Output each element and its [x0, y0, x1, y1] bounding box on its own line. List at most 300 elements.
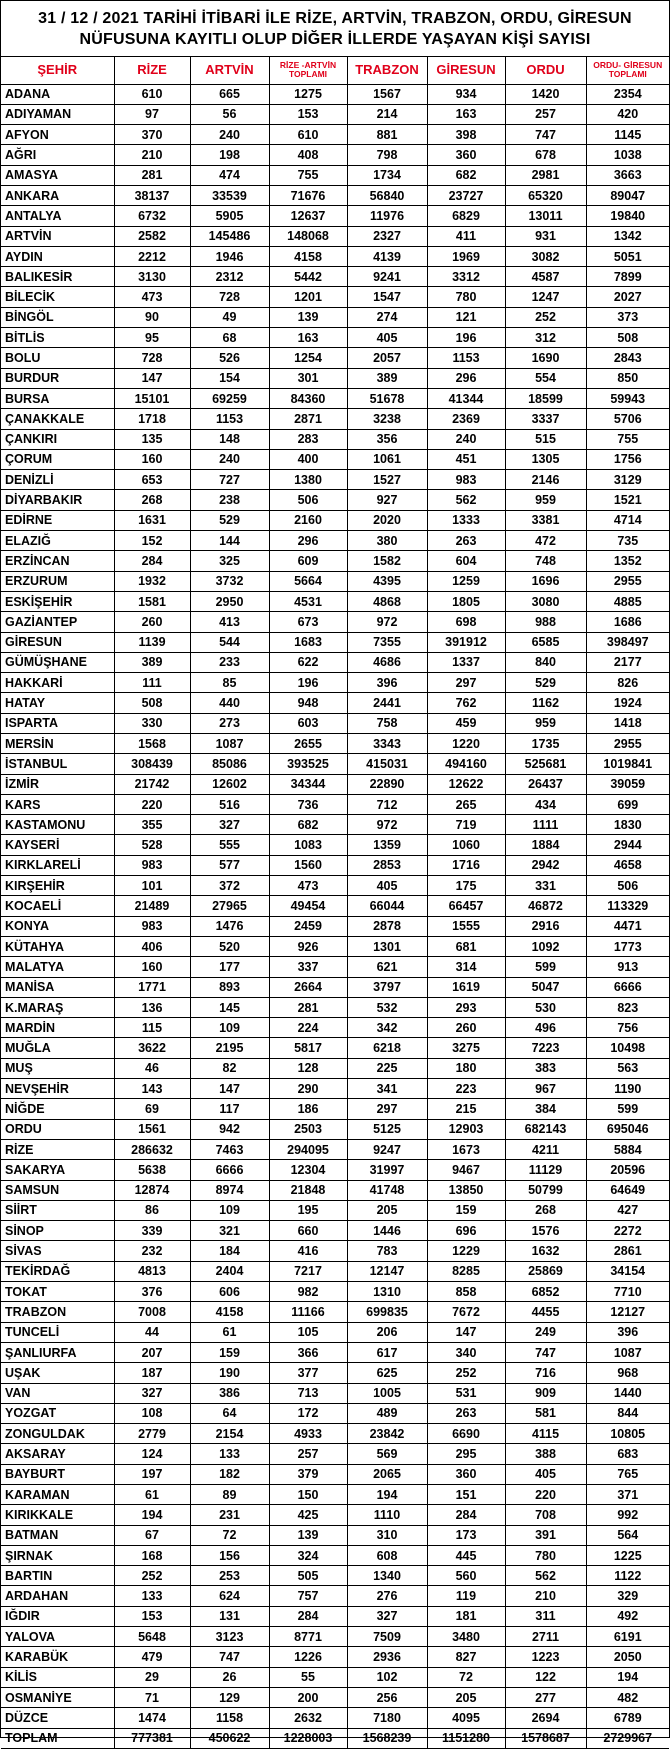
cell-artvin: 145486: [190, 226, 269, 246]
cell-artvin: 413: [190, 612, 269, 632]
cell-ordu: 4211: [505, 1139, 586, 1159]
table-row: [1, 734, 669, 754]
cell-rize-artvin-total: 71676: [269, 185, 347, 205]
table-row: [1, 1058, 669, 1078]
cell-ordu-giresun-total: 1225: [586, 1545, 669, 1565]
page-title: [1, 1, 669, 57]
table-row: [1, 104, 669, 124]
cell-artvin: 69259: [190, 388, 269, 408]
cell-rize: 111: [114, 673, 190, 693]
cell-rize-artvin-total: 1201: [269, 287, 347, 307]
cell-ordu: 496: [505, 1018, 586, 1038]
cell-ordu: 26437: [505, 774, 586, 794]
cell-trabzon: 532: [347, 997, 427, 1017]
table-row: [1, 916, 669, 936]
cell-trabzon: 415031: [347, 754, 427, 774]
cell-city: KIRKLARELİ: [1, 855, 114, 875]
table-row: [1, 490, 669, 510]
cell-giresun: 240: [427, 429, 505, 449]
table-row: [1, 287, 669, 307]
cell-city: KOCAELİ: [1, 896, 114, 916]
cell-city: MANİSA: [1, 977, 114, 997]
cell-artvin: 5905: [190, 206, 269, 226]
table-row: [1, 1525, 669, 1545]
cell-giresun: 175: [427, 876, 505, 896]
cell-ordu-giresun-total: 39059: [586, 774, 669, 794]
table-row: [1, 1484, 669, 1504]
cell-rize-artvin-total: 660: [269, 1221, 347, 1241]
cell-ordu-giresun-total: 4885: [586, 591, 669, 611]
cell-trabzon: 699835: [347, 1302, 427, 1322]
cell-city: OSMANİYE: [1, 1687, 114, 1707]
cell-city: BİNGÖL: [1, 307, 114, 327]
cell-trabzon: 51678: [347, 388, 427, 408]
cell-ordu-giresun-total: 2843: [586, 348, 669, 368]
cell-trabzon: 3797: [347, 977, 427, 997]
cell-city: MERSİN: [1, 734, 114, 754]
cell-trabzon: 9247: [347, 1139, 427, 1159]
cell-rize-artvin-total: 139: [269, 1525, 347, 1545]
cell-trabzon: 327: [347, 1606, 427, 1626]
cell-ordu-giresun-total: 2050: [586, 1647, 669, 1667]
cell-ordu-giresun-total: 12127: [586, 1302, 669, 1322]
cell-giresun: 284: [427, 1505, 505, 1525]
cell-ordu: 388: [505, 1444, 586, 1464]
cell-ordu-giresun-total: 992: [586, 1505, 669, 1525]
cell-ordu: 7223: [505, 1038, 586, 1058]
cell-ordu: 1735: [505, 734, 586, 754]
cell-ordu: 2942: [505, 855, 586, 875]
cell-ordu: 562: [505, 1566, 586, 1586]
cell-rize-artvin-total: 150: [269, 1484, 347, 1504]
cell-ordu-giresun-total: 564: [586, 1525, 669, 1545]
cell-ordu: 4587: [505, 267, 586, 287]
cell-rize: 67: [114, 1525, 190, 1545]
cell-rize: 355: [114, 815, 190, 835]
cell-city: ANKARA: [1, 185, 114, 205]
cell-rize-artvin-total: 196: [269, 673, 347, 693]
cell-ordu-giresun-total: 2955: [586, 571, 669, 591]
cell-ordu: 2981: [505, 165, 586, 185]
cell-rize-artvin-total: 5664: [269, 571, 347, 591]
cell-ordu: 2711: [505, 1627, 586, 1647]
cell-rize: 61: [114, 1484, 190, 1504]
cell-rize: 389: [114, 652, 190, 672]
cell-artvin: 526: [190, 348, 269, 368]
cell-rize: 168: [114, 1545, 190, 1565]
cell-city: ISPARTA: [1, 713, 114, 733]
cell-ordu-giresun-total: 755: [586, 429, 669, 449]
total-artvin: 450622: [190, 1728, 269, 1748]
cell-trabzon: 396: [347, 673, 427, 693]
cell-rize-artvin-total: 622: [269, 652, 347, 672]
cell-artvin: 240: [190, 449, 269, 469]
cell-giresun: 196: [427, 328, 505, 348]
header-sehir: ŞEHİR: [1, 57, 114, 84]
cell-ordu-giresun-total: 329: [586, 1586, 669, 1606]
table-row: [1, 449, 669, 469]
cell-ordu: 6585: [505, 632, 586, 652]
cell-city: UŞAK: [1, 1363, 114, 1383]
cell-ordu-giresun-total: 20596: [586, 1160, 669, 1180]
cell-rize: 2779: [114, 1424, 190, 1444]
cell-giresun: 263: [427, 1403, 505, 1423]
cell-rize: 330: [114, 713, 190, 733]
table-row: [1, 226, 669, 246]
cell-city: KAYSERİ: [1, 835, 114, 855]
cell-rize: 339: [114, 1221, 190, 1241]
table-row: [1, 165, 669, 185]
cell-ordu: 1576: [505, 1221, 586, 1241]
cell-artvin: 727: [190, 470, 269, 490]
cell-ordu-giresun-total: 2177: [586, 652, 669, 672]
cell-city: İZMİR: [1, 774, 114, 794]
cell-city: MARDİN: [1, 1018, 114, 1038]
cell-ordu: 529: [505, 673, 586, 693]
cell-ordu: 1247: [505, 287, 586, 307]
cell-rize: 1932: [114, 571, 190, 591]
cell-ordu-giresun-total: 373: [586, 307, 669, 327]
cell-ordu: 840: [505, 652, 586, 672]
cell-city: AĞRI: [1, 145, 114, 165]
cell-ordu: 6852: [505, 1282, 586, 1302]
cell-trabzon: 7355: [347, 632, 427, 652]
cell-giresun: 1333: [427, 510, 505, 530]
cell-artvin: 177: [190, 957, 269, 977]
cell-ordu: 331: [505, 876, 586, 896]
cell-rize-artvin-total: 290: [269, 1079, 347, 1099]
cell-city: KARABÜK: [1, 1647, 114, 1667]
cell-trabzon: 6218: [347, 1038, 427, 1058]
table-row: [1, 632, 669, 652]
cell-trabzon: 7509: [347, 1627, 427, 1647]
cell-rize: 135: [114, 429, 190, 449]
cell-rize: 160: [114, 957, 190, 977]
cell-city: GİRESUN: [1, 632, 114, 652]
cell-ordu-giresun-total: 506: [586, 876, 669, 896]
cell-rize-artvin-total: 673: [269, 612, 347, 632]
cell-ordu-giresun-total: 59943: [586, 388, 669, 408]
cell-giresun: 23727: [427, 185, 505, 205]
table-row: [1, 1200, 669, 1220]
cell-trabzon: 380: [347, 531, 427, 551]
title-line-2: NÜFUSUNA KAYITLI OLUP DİĞER İLLERDE YAŞAYAN KİŞİ SAYISI: [79, 30, 591, 48]
cell-rize-artvin-total: 5817: [269, 1038, 347, 1058]
cell-giresun: 147: [427, 1322, 505, 1342]
cell-ordu-giresun-total: 6789: [586, 1708, 669, 1728]
cell-trabzon: 205: [347, 1200, 427, 1220]
cell-trabzon: 1359: [347, 835, 427, 855]
cell-ordu: 909: [505, 1383, 586, 1403]
table-row: [1, 1667, 669, 1687]
table-row: [1, 713, 669, 733]
table-row: [1, 1180, 669, 1200]
cell-ordu-giresun-total: 396: [586, 1322, 669, 1342]
cell-city: NEVŞEHİR: [1, 1079, 114, 1099]
cell-giresun: 3480: [427, 1627, 505, 1647]
cell-city: ZONGULDAK: [1, 1424, 114, 1444]
cell-rize-artvin-total: 186: [269, 1099, 347, 1119]
cell-rize: 376: [114, 1282, 190, 1302]
cell-ordu: 18599: [505, 388, 586, 408]
cell-ordu-giresun-total: 2354: [586, 84, 669, 104]
cell-rize: 232: [114, 1241, 190, 1261]
table-row: [1, 510, 669, 530]
cell-rize: 1631: [114, 510, 190, 530]
cell-giresun: 494160: [427, 754, 505, 774]
table-row: [1, 876, 669, 896]
title-line-1: 31 / 12 / 2021 TARİHİ İTİBARİ İLE RİZE, ARTVİN, TRABZON, ORDU, GİRESUN: [38, 9, 632, 27]
cell-city: AYDIN: [1, 246, 114, 266]
cell-rize-artvin-total: 337: [269, 957, 347, 977]
table-row: [1, 1627, 669, 1647]
table-row: [1, 977, 669, 997]
cell-artvin: 893: [190, 977, 269, 997]
cell-artvin: 372: [190, 876, 269, 896]
cell-trabzon: 2853: [347, 855, 427, 875]
cell-ordu-giresun-total: 6191: [586, 1627, 669, 1647]
cell-artvin: 321: [190, 1221, 269, 1241]
table-row: [1, 652, 669, 672]
cell-rize-artvin-total: 2655: [269, 734, 347, 754]
cell-artvin: 325: [190, 551, 269, 571]
cell-trabzon: 3343: [347, 734, 427, 754]
cell-trabzon: 1005: [347, 1383, 427, 1403]
cell-rize: 260: [114, 612, 190, 632]
cell-city: ŞIRNAK: [1, 1545, 114, 1565]
cell-artvin: 154: [190, 368, 269, 388]
cell-giresun: 297: [427, 673, 505, 693]
cell-artvin: 64: [190, 1403, 269, 1423]
cell-trabzon: 9241: [347, 267, 427, 287]
cell-rize: 194: [114, 1505, 190, 1525]
cell-rize-artvin-total: 172: [269, 1403, 347, 1423]
cell-rize-artvin-total: 324: [269, 1545, 347, 1565]
cell-ordu: 599: [505, 957, 586, 977]
header-rize-artvin-total: RİZE -ARTVİN TOPLAMI: [269, 57, 347, 84]
cell-rize: 2212: [114, 246, 190, 266]
cell-ordu-giresun-total: 2272: [586, 1221, 669, 1241]
cell-giresun: 983: [427, 470, 505, 490]
cell-trabzon: 2441: [347, 693, 427, 713]
cell-city: KİLİS: [1, 1667, 114, 1687]
table-row: [1, 145, 669, 165]
cell-giresun: 1555: [427, 916, 505, 936]
cell-ordu: 312: [505, 328, 586, 348]
cell-rize-artvin-total: 163: [269, 328, 347, 348]
cell-artvin: 49: [190, 307, 269, 327]
cell-rize: 327: [114, 1383, 190, 1403]
cell-ordu-giresun-total: 1830: [586, 815, 669, 835]
cell-rize-artvin-total: 2664: [269, 977, 347, 997]
cell-ordu-giresun-total: 1352: [586, 551, 669, 571]
cell-ordu: 748: [505, 551, 586, 571]
cell-artvin: 474: [190, 165, 269, 185]
cell-giresun: 41344: [427, 388, 505, 408]
cell-ordu: 1696: [505, 571, 586, 591]
cell-ordu-giresun-total: 823: [586, 997, 669, 1017]
cell-ordu: 931: [505, 226, 586, 246]
cell-city: AFYON: [1, 125, 114, 145]
cell-rize-artvin-total: 2632: [269, 1708, 347, 1728]
cell-giresun: 411: [427, 226, 505, 246]
cell-giresun: 1229: [427, 1241, 505, 1261]
cell-trabzon: 1110: [347, 1505, 427, 1525]
table-row: [1, 348, 669, 368]
cell-rize-artvin-total: 755: [269, 165, 347, 185]
header-ordu-giresun-total: ORDU- GİRESUN TOPLAMI: [586, 57, 669, 84]
cell-ordu: 530: [505, 997, 586, 1017]
table-row: [1, 673, 669, 693]
cell-trabzon: 12147: [347, 1261, 427, 1281]
cell-giresun: 260: [427, 1018, 505, 1038]
cell-artvin: 606: [190, 1282, 269, 1302]
cell-artvin: 190: [190, 1363, 269, 1383]
cell-ordu-giresun-total: 1087: [586, 1342, 669, 1362]
cell-ordu-giresun-total: 563: [586, 1058, 669, 1078]
cell-ordu-giresun-total: 420: [586, 104, 669, 124]
cell-giresun: 762: [427, 693, 505, 713]
cell-city: NİĞDE: [1, 1099, 114, 1119]
cell-ordu: 50799: [505, 1180, 586, 1200]
cell-rize-artvin-total: 1226: [269, 1647, 347, 1667]
cell-artvin: 56: [190, 104, 269, 124]
cell-city: ARTVİN: [1, 226, 114, 246]
cell-artvin: 33539: [190, 185, 269, 205]
cell-ordu: 678: [505, 145, 586, 165]
cell-rize-artvin-total: 2871: [269, 409, 347, 429]
cell-ordu-giresun-total: 826: [586, 673, 669, 693]
cell-ordu-giresun-total: 844: [586, 1403, 669, 1423]
cell-rize: 6732: [114, 206, 190, 226]
cell-ordu: 780: [505, 1545, 586, 1565]
cell-ordu: 554: [505, 368, 586, 388]
cell-city: KARS: [1, 794, 114, 814]
cell-rize: 143: [114, 1079, 190, 1099]
cell-city: TEKİRDAĞ: [1, 1261, 114, 1281]
cell-ordu: 682143: [505, 1119, 586, 1139]
cell-rize: 370: [114, 125, 190, 145]
cell-giresun: 1153: [427, 348, 505, 368]
cell-giresun: 1337: [427, 652, 505, 672]
cell-rize: 187: [114, 1363, 190, 1383]
cell-rize: 21489: [114, 896, 190, 916]
cell-artvin: 2312: [190, 267, 269, 287]
cell-giresun: 13850: [427, 1180, 505, 1200]
cell-ordu: 2916: [505, 916, 586, 936]
cell-giresun: 1619: [427, 977, 505, 997]
table-row: [1, 470, 669, 490]
table-row: [1, 531, 669, 551]
cell-rize: 728: [114, 348, 190, 368]
cell-giresun: 562: [427, 490, 505, 510]
cell-giresun: 66457: [427, 896, 505, 916]
cell-rize: 1561: [114, 1119, 190, 1139]
cell-giresun: 1673: [427, 1139, 505, 1159]
cell-artvin: 3732: [190, 571, 269, 591]
cell-ordu-giresun-total: 3663: [586, 165, 669, 185]
cell-artvin: 198: [190, 145, 269, 165]
cell-rize-artvin-total: 4933: [269, 1424, 347, 1444]
cell-artvin: 238: [190, 490, 269, 510]
cell-artvin: 8974: [190, 1180, 269, 1200]
cell-city: IĞDIR: [1, 1606, 114, 1626]
cell-city: ORDU: [1, 1119, 114, 1139]
cell-rize-artvin-total: 736: [269, 794, 347, 814]
cell-trabzon: 102: [347, 1667, 427, 1687]
table-row: [1, 1139, 669, 1159]
cell-city: KONYA: [1, 916, 114, 936]
cell-city: ÇANAKKALE: [1, 409, 114, 429]
table-row: [1, 1647, 669, 1667]
cell-city: YOZGAT: [1, 1403, 114, 1423]
cell-city: ŞANLIURFA: [1, 1342, 114, 1362]
cell-artvin: 942: [190, 1119, 269, 1139]
cell-rize: 12874: [114, 1180, 190, 1200]
cell-giresun: 151: [427, 1484, 505, 1504]
cell-city: ERZİNCAN: [1, 551, 114, 571]
cell-ordu-giresun-total: 850: [586, 368, 669, 388]
cell-ordu: 1690: [505, 348, 586, 368]
cell-city: GÜMÜŞHANE: [1, 652, 114, 672]
cell-rize: 124: [114, 1444, 190, 1464]
cell-city: YALOVA: [1, 1627, 114, 1647]
cell-rize: 90: [114, 307, 190, 327]
cell-ordu: 959: [505, 490, 586, 510]
cell-rize-artvin-total: 1275: [269, 84, 347, 104]
cell-giresun: 163: [427, 104, 505, 124]
cell-giresun: 12903: [427, 1119, 505, 1139]
cell-giresun: 223: [427, 1079, 505, 1099]
table-body: [1, 84, 669, 1748]
cell-city: TOKAT: [1, 1282, 114, 1302]
cell-city: ERZURUM: [1, 571, 114, 591]
cell-rize-artvin-total: 1560: [269, 855, 347, 875]
cell-ordu-giresun-total: 398497: [586, 632, 669, 652]
cell-giresun: 4095: [427, 1708, 505, 1728]
cell-trabzon: 1567: [347, 84, 427, 104]
cell-rize-artvin-total: 757: [269, 1586, 347, 1606]
cell-city: ÇORUM: [1, 449, 114, 469]
total-ordu-giresun-total: 2729967: [586, 1728, 669, 1748]
cell-trabzon: 972: [347, 815, 427, 835]
cell-artvin: 26: [190, 1667, 269, 1687]
total-city: TOPLAM: [1, 1728, 114, 1748]
cell-artvin: 2950: [190, 591, 269, 611]
cell-rize: 308439: [114, 754, 190, 774]
cell-rize-artvin-total: 224: [269, 1018, 347, 1038]
cell-ordu: 988: [505, 612, 586, 632]
cell-rize: 136: [114, 997, 190, 1017]
cell-rize: 38137: [114, 185, 190, 205]
cell-rize: 69: [114, 1099, 190, 1119]
cell-ordu-giresun-total: 695046: [586, 1119, 669, 1139]
cell-rize-artvin-total: 713: [269, 1383, 347, 1403]
cell-giresun: 3312: [427, 267, 505, 287]
cell-ordu: 3381: [505, 510, 586, 530]
total-trabzon: 1568239: [347, 1728, 427, 1748]
table-row: [1, 1241, 669, 1261]
cell-trabzon: 625: [347, 1363, 427, 1383]
cell-trabzon: 927: [347, 490, 427, 510]
cell-giresun: 682: [427, 165, 505, 185]
cell-giresun: 180: [427, 1058, 505, 1078]
cell-ordu-giresun-total: 427: [586, 1200, 669, 1220]
cell-trabzon: 341: [347, 1079, 427, 1099]
cell-giresun: 1259: [427, 571, 505, 591]
table-row: [1, 125, 669, 145]
header-giresun: GİRESUN: [427, 57, 505, 84]
